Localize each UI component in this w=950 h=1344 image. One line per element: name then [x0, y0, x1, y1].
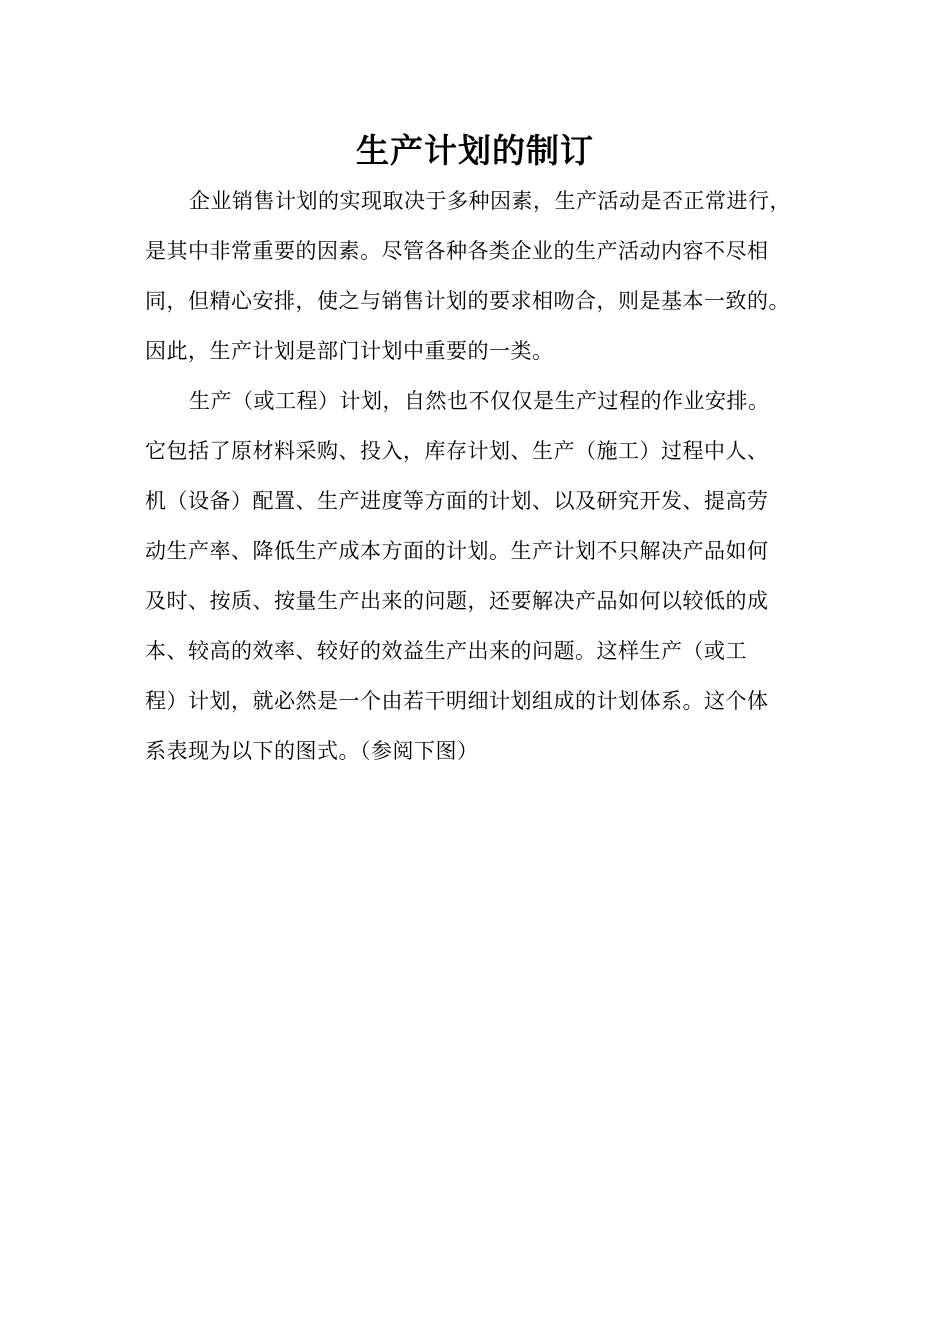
text-line: 及时、按质、按量生产出来的问题，还要解决产品如何以较低的成	[145, 589, 769, 613]
text-line: 动生产率、降低生产成本方面的计划。生产计划不只解决产品如何	[145, 539, 769, 563]
text-line: 生产（或工程）计划，自然也不仅仅是生产过程的作业安排。	[189, 389, 770, 413]
text-line: 同，但精心安排，使之与销售计划的要求相吻合，则是基本一致的。	[145, 289, 790, 313]
paragraph-1	[145, 180, 825, 380]
text-line: 企业销售计划的实现取决于多种因素，生产活动是否正常进行，	[189, 189, 791, 213]
text-line: 因此，生产计划是部门计划中重要的一类。	[145, 339, 554, 363]
document-title: 生产计划的制订	[356, 131, 594, 170]
document-body	[145, 180, 825, 780]
text-line: 本、较高的效率、较好的效益生产出来的问题。这样生产（或工	[145, 639, 747, 663]
text-line: 是其中非常重要的因素。尽管各种各类企业的生产活动内容不尽相	[145, 239, 769, 263]
paragraph-2	[145, 380, 825, 780]
text-line: 它包括了原材料采购、投入，库存计划、生产（施工）过程中人、	[145, 439, 769, 463]
text-line: 机（设备）配置、生产进度等方面的计划、以及研究开发、提高劳	[145, 489, 769, 513]
text-line: 程）计划，就必然是一个由若干明细计划组成的计划体系。这个体	[145, 689, 769, 713]
text-line: 系表现为以下的图式。（参阅下图）	[145, 739, 479, 763]
